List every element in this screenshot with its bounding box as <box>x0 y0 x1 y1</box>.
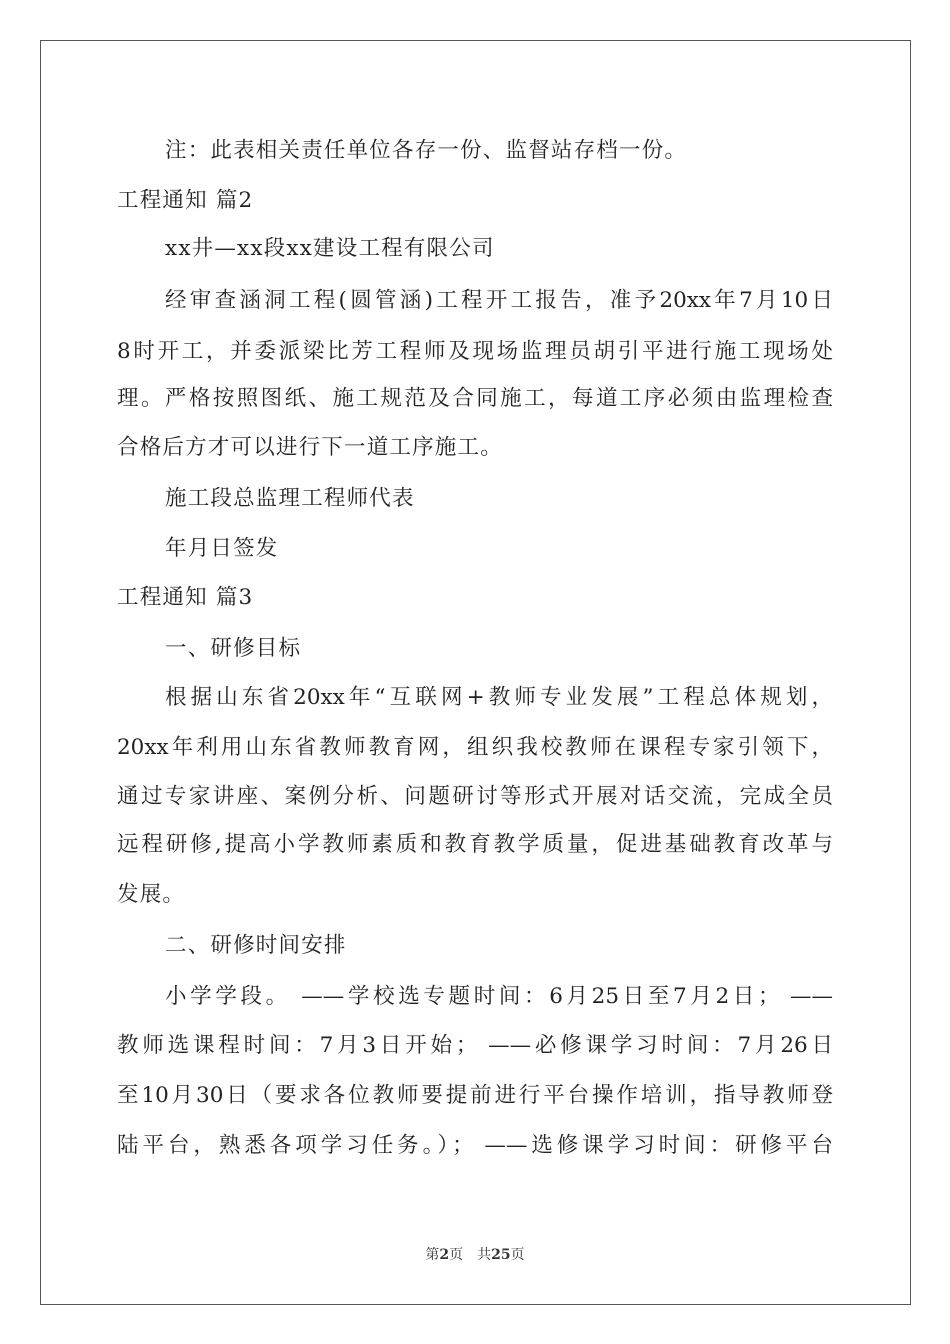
signature-date: 年月日签发 <box>165 536 279 561</box>
paragraph-line: 通过专家讲座、案例分析、问题研讨等形式开展对话交流，完成全员 <box>117 784 833 809</box>
paragraph-line: 根据山东省20xx年“互联网+教师专业发展”工程总体规划， <box>165 685 833 710</box>
page-footer <box>0 1245 950 1265</box>
paragraph-line: 远程研修,提高小学教师素质和教育教学质量，促进基础教育改革与 <box>117 832 833 857</box>
subheading-schedule: 二、研修时间安排 <box>165 933 347 958</box>
paragraph-line: 教师选课程时间：7月3日开始； ——必修课学习时间：7月26日 <box>117 1033 833 1058</box>
paragraph-line: 理。严格按照图纸、施工规范及合同施工，每道工序必须由监理检查 <box>117 386 833 411</box>
page-current: 2 <box>439 1247 450 1263</box>
note-line: 注：此表相关责任单位各存一份、监督站存档一份。 <box>165 138 688 163</box>
paragraph-line: 8时开工，并委派梁比芳工程师及现场监理员胡引平进行施工现场处 <box>117 339 833 364</box>
paragraph-line: 合格后方才可以进行下一道工序施工。 <box>117 435 503 460</box>
section-heading-3: 工程通知 篇3 <box>117 585 254 610</box>
paragraph-line: 发展。 <box>117 882 186 907</box>
section-heading-2: 工程通知 篇2 <box>117 188 254 213</box>
paragraph-line: 至10月30日（要求各位教师要提前进行平台操作培训，指导教师登 <box>117 1083 833 1108</box>
page-mid: 页 共 <box>449 1247 492 1263</box>
paragraph-line: 经审查涵洞工程(圆管涵)工程开工报告，准予20xx年7月10日 <box>165 288 833 313</box>
signature-title: 施工段总监理工程师代表 <box>165 486 415 511</box>
page-prefix: 第 <box>425 1247 440 1263</box>
page-border <box>40 40 911 1305</box>
paragraph-line: 陆平台，熟悉各项学习任务。）； ——选修课学习时间：研修平台 <box>117 1133 833 1158</box>
paragraph-line: 小学学段。 ——学校选专题时间：6月25日至7月2日； —— <box>165 984 833 1009</box>
paragraph-line: 20xx年利用山东省教师教育网，组织我校教师在课程专家引领下， <box>117 735 833 760</box>
subheading-goal: 一、研修目标 <box>165 636 302 661</box>
company-line: xx井—xx段xx建设工程有限公司 <box>165 236 495 261</box>
page-total: 25 <box>491 1247 511 1263</box>
page-suffix: 页 <box>510 1247 525 1263</box>
